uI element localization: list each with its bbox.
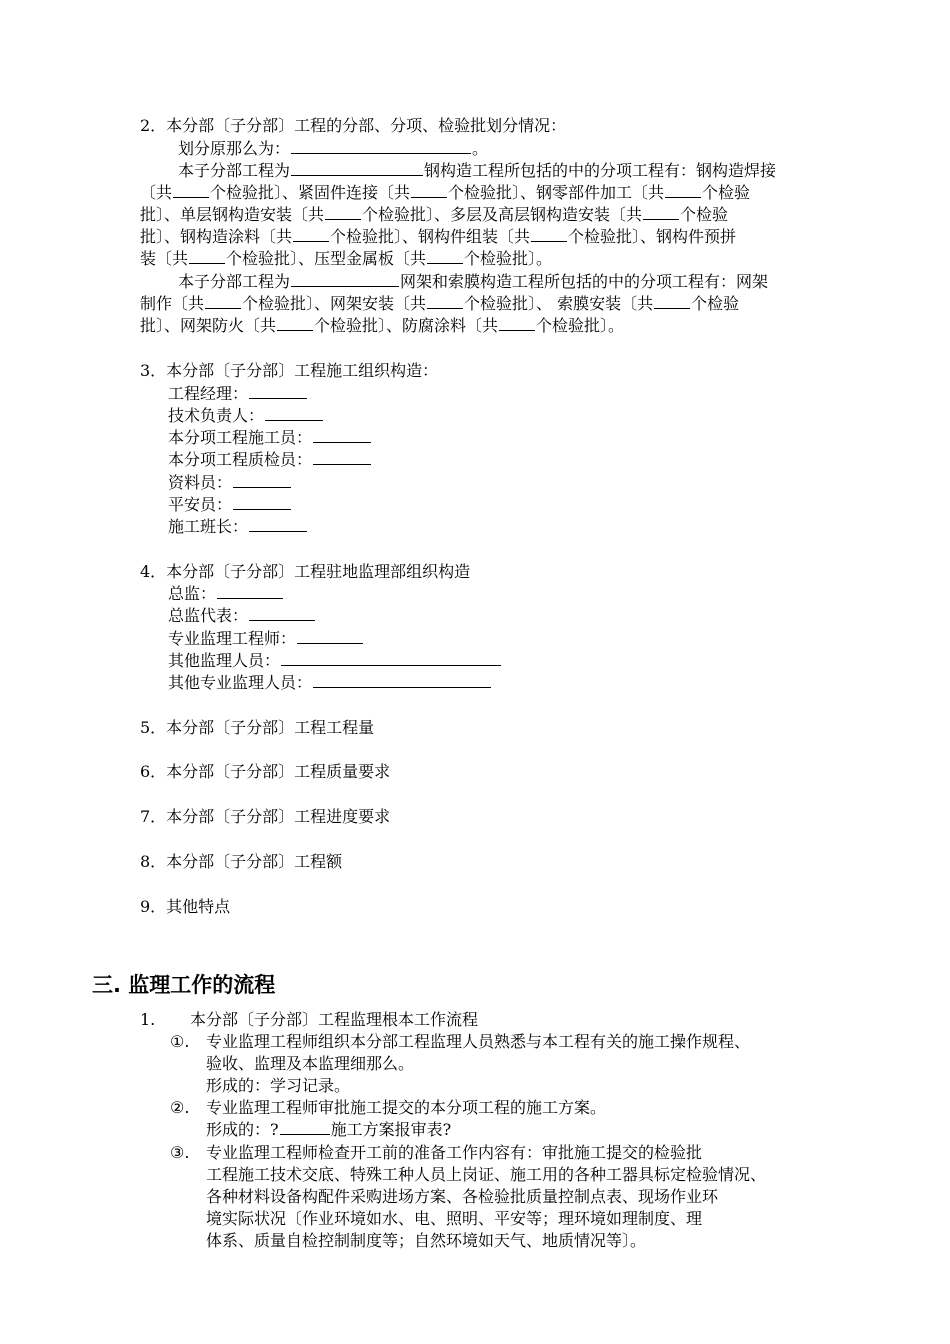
step-1-number: ①. (170, 1032, 190, 1051)
grid-paragraph-line-1: 本子分部工程为 网架和索膜构造工程所包括的中的分项工程有：网架 (178, 272, 769, 291)
org-item-safety: 平安员： (168, 494, 292, 516)
step-2-number: ②. (170, 1098, 190, 1117)
blank-field[interactable] (217, 583, 283, 599)
org-item-documentation: 资料员： (168, 472, 292, 494)
workflow-item-1-text: 本分部〔子分部〕工程监理根本工作流程 (190, 1010, 479, 1029)
blank-field[interactable] (499, 315, 535, 331)
steel-paragraph-line-3: 批〕、单层钢构造安装〔共 个检验批〕、多层及高层钢构造安装〔共 个检验 (140, 205, 729, 224)
blank-field[interactable] (291, 160, 423, 176)
blank-field[interactable] (293, 226, 329, 242)
blank-field[interactable] (427, 248, 463, 264)
step-3-line-3: 各种材料设备构配件采购进场方案、各检验批质量控制点表、现场作业环 (206, 1187, 719, 1206)
blank-field[interactable] (277, 315, 313, 331)
blank-field[interactable] (313, 449, 371, 465)
org-item-tech-lead: 技术负责人： (168, 405, 324, 427)
blank-field[interactable] (297, 628, 363, 644)
org-item-construction-officer: 本分项工程施工员： (168, 427, 372, 449)
blank-field[interactable] (233, 494, 291, 510)
division-rule-line: 划分原那么为： 。 (178, 139, 489, 158)
steel-paragraph-line-1: 本子分部工程为 钢构造工程所包括的中的分项工程有：钢构造焊接 (178, 161, 777, 180)
blank-field[interactable] (265, 405, 323, 421)
blank-field[interactable] (173, 182, 209, 198)
blank-field[interactable] (427, 293, 463, 309)
blank-field[interactable] (281, 650, 501, 666)
steel-paragraph-line-5: 装〔共 个检验批〕、压型金属板〔共 个检验批〕。 (140, 249, 553, 268)
supervision-item-others: 其他监理人员： (168, 650, 502, 672)
step-2-line-2: 形成的：? 施工方案报审表? (206, 1120, 452, 1139)
step-1-line-3: 形成的：学习记录。 (206, 1076, 351, 1095)
org-item-team-leader: 施工班长： (168, 516, 308, 538)
org-item-project-manager: 工程经理： (168, 383, 308, 405)
blank-field[interactable] (654, 293, 690, 309)
blank-field[interactable] (249, 516, 307, 532)
blank-field[interactable] (291, 271, 399, 287)
blank-field[interactable] (189, 248, 225, 264)
blank-field[interactable] (643, 204, 679, 220)
step-3-line-4: 境实际状况〔作业环境如水、电、照明、平安等；理环境如理制度、理 (206, 1209, 703, 1228)
supervision-item-chief-rep: 总监代表： (168, 605, 316, 627)
org-item-quality-inspector: 本分项工程质检员： (168, 449, 372, 471)
blank-field[interactable] (411, 182, 447, 198)
step-3-line-2: 工程施工技术交底、特殊工种人员上岗证、施工用的各种工器具标定检验情况、 (206, 1165, 767, 1184)
section-7-title: 7．本分部〔子分部〕工程进度要求 (140, 807, 391, 826)
supervision-item-engineer: 专业监理工程师： (168, 628, 364, 650)
grid-paragraph-line-3: 批〕、网架防火〔共 个检验批〕、防腐涂料〔共 个检验批〕。 (140, 316, 625, 335)
blank-field[interactable] (531, 226, 567, 242)
workflow-item-1-number: 1. (140, 1010, 156, 1029)
section-4-title: 4．本分部〔子分部〕工程驻地监理部组织构造 (140, 562, 471, 581)
supervision-item-chief: 总监： (168, 583, 284, 605)
blank-field[interactable] (249, 605, 315, 621)
blank-field[interactable] (280, 1119, 330, 1135)
section-8-title: 8．本分部〔子分部〕工程额 (140, 852, 343, 871)
steel-paragraph-line-4: 批〕、钢构造涂料〔共 个检验批〕、钢构件组装〔共 个检验批〕、钢构件预拼 (140, 227, 737, 246)
step-3-line-5: 体系、质量自检控制制度等；自然环境如天气、地质情况等〕。 (206, 1231, 647, 1250)
blank-field[interactable] (233, 472, 291, 488)
supervision-item-other-specialists: 其他专业监理人员： (168, 672, 492, 694)
blank-field[interactable] (291, 138, 471, 154)
blank-field[interactable] (249, 383, 307, 399)
section-heading-workflow: 三. 监理工作的流程 (92, 973, 276, 997)
section-3-title: 3．本分部〔子分部〕工程施工组织构造： (140, 361, 439, 380)
blank-field[interactable] (313, 672, 491, 688)
steel-paragraph-line-2: 〔共 个检验批〕、紧固件连接〔共 个检验批〕、钢零部件加工〔共 个检验 (140, 183, 751, 202)
section-9-title: 9．其他特点 (140, 897, 231, 916)
section-5-title: 5．本分部〔子分部〕工程工程量 (140, 718, 375, 737)
grid-paragraph-line-2: 制作〔共 个检验批〕、网架安装〔共 个检验批〕、 索膜安装〔共 个检验 (140, 294, 740, 313)
blank-field[interactable] (313, 427, 371, 443)
section-6-title: 6．本分部〔子分部〕工程质量要求 (140, 762, 391, 781)
blank-field[interactable] (325, 204, 361, 220)
step-1-line-2: 验收、监理及本监理细那么。 (206, 1054, 415, 1073)
step-3-line-1: 专业监理工程师检查开工前的准备工作内容有：审批施工提交的检验批 (206, 1143, 703, 1162)
section-2-title: 2．本分部〔子分部〕工程的分部、分项、检验批划分情况： (140, 116, 567, 135)
step-2-line-1: 专业监理工程师审批施工提交的本分项工程的施工方案。 (206, 1098, 607, 1117)
step-3-number: ③. (170, 1143, 190, 1162)
blank-field[interactable] (205, 293, 241, 309)
blank-field[interactable] (665, 182, 701, 198)
step-1-line-1: 专业监理工程师组织本分部工程监理人员熟悉与本工程有关的施工操作规程、 (206, 1032, 751, 1051)
